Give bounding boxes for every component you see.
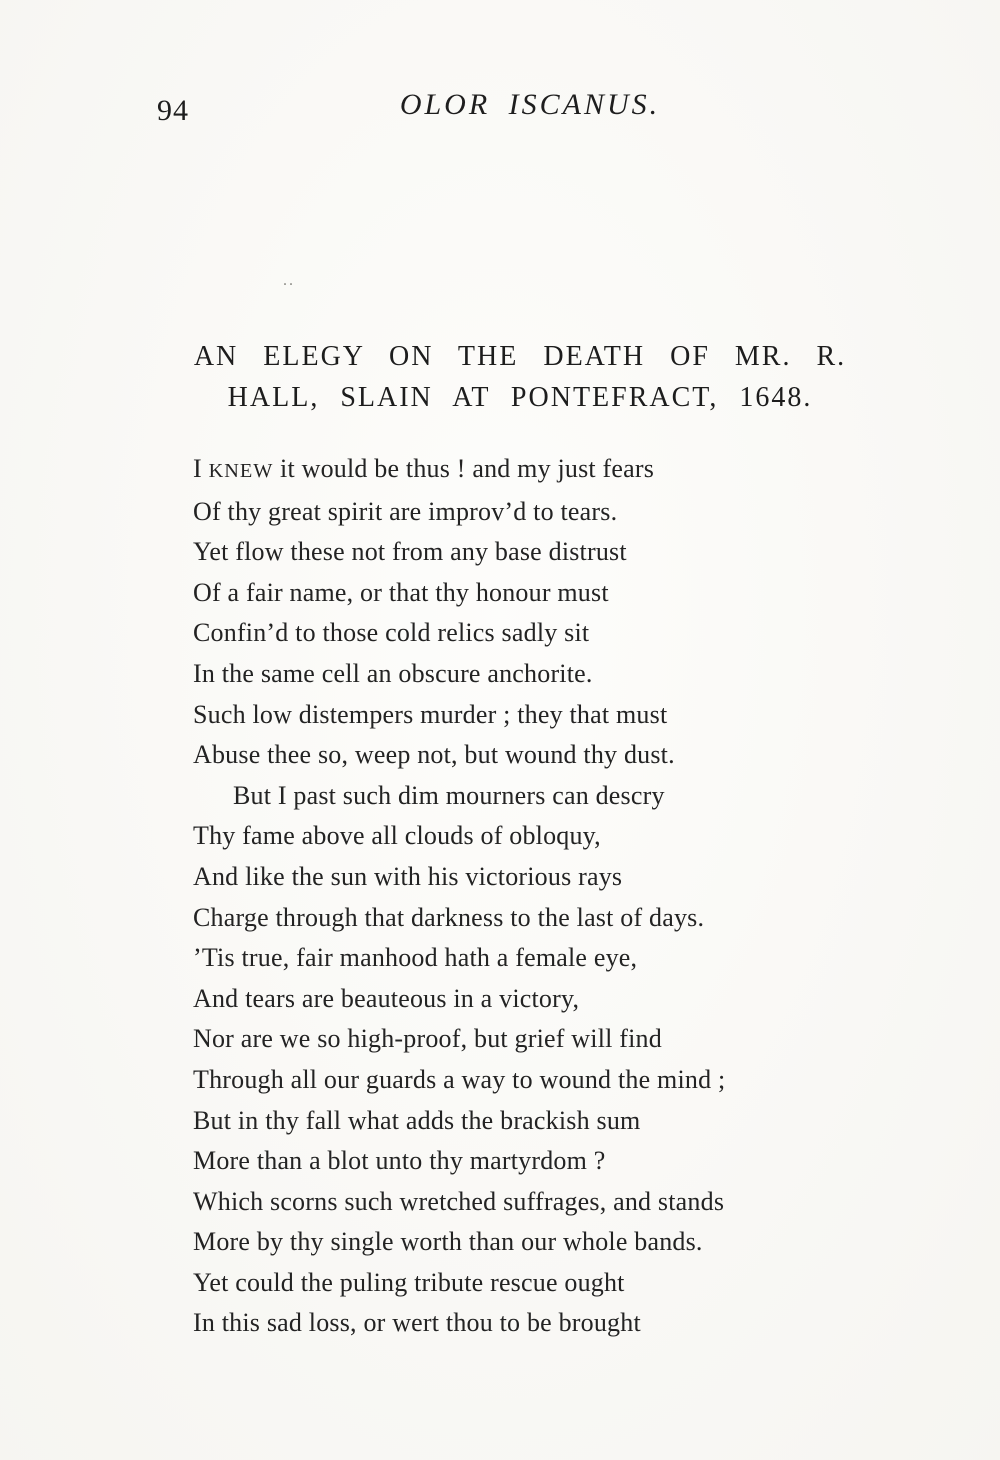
poem-line: Yet flow these not from any base distrust [193,537,627,567]
poem-line: Through all our guards a way to wound the mind ; [193,1064,726,1094]
poem-line: In this sad loss, or wert thou to be brought [193,1308,641,1338]
poem-line: And tears are beauteous in a victory, [193,983,580,1013]
poem-line: Thy fame above all clouds of obloquy, [193,821,601,851]
poem-line: Abuse thee so, weep not, but wound thy dust. [193,740,675,770]
poem-line: But I past such dim mourners can descry [233,780,665,810]
poem-line: Of thy great spirit are improv’d to tears. [193,496,618,526]
poem-opening-tail: it would be thus ! and my just fears [273,454,655,483]
poem-opening-smallcaps: KNEW [208,460,274,482]
poem-line: Confin’d to those cold relics sadly sit [193,618,590,648]
poem-line: More by thy single worth than our whole bands. [193,1227,703,1257]
poem-title-line-2: HALL, SLAIN AT PONTEFRACT, 1648. [227,382,813,413]
poem-line: Nor are we so high-proof, but grief will find [193,1024,662,1054]
poem-line: Yet could the puling tribute rescue ought [193,1267,625,1297]
poem-line: Which scorns such wretched suffrages, and stands [193,1186,725,1216]
running-title: OLOR ISCANUS. [399,88,661,121]
poem-body [193,449,963,1344]
poem-line: Of a fair name, or that thy honour must [193,577,609,607]
poem-line: And like the sun with his victorious rays [193,861,623,891]
scan-artifact-mark: .. [283,272,295,289]
poem-line [193,449,963,492]
page-number: 94 [157,94,189,127]
poem-line: ’Tis true, fair manhood hath a female eye, [193,943,638,973]
poem-line: Such low distempers murder ; they that must [193,699,668,729]
poem-line: But in thy fall what adds the brackish sum [193,1105,641,1135]
poem-opening-lead: I [193,454,209,483]
poem-title [130,336,910,418]
poem-line: Charge through that darkness to the last of days. [193,902,705,932]
poem-title-line-1: AN ELEGY ON THE DEATH OF MR. R. [193,341,847,372]
poem-line: More than a blot unto thy martyrdom ? [193,1146,606,1176]
poem-line: In the same cell an obscure anchorite. [193,658,593,688]
